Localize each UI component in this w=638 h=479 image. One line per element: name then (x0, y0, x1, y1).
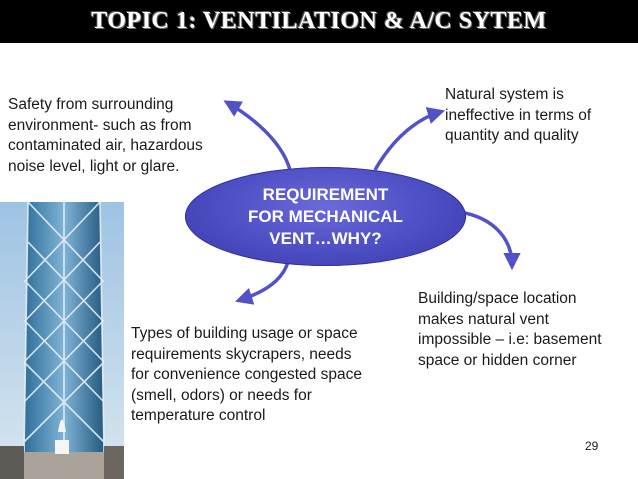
page-number: 29 (585, 439, 599, 453)
point-building-types: Types of building usage or space requirements skycrapers, needs for convenience congested space (smell, odors) or needs for temperature control (131, 325, 362, 424)
curved-arrow-icon (240, 262, 288, 300)
curved-arrow-icon (460, 212, 512, 265)
curved-arrow-icon (375, 112, 440, 170)
central-oval (185, 167, 466, 266)
point-safety: Safety from surrounding environment- such as from contaminated air, hazardous noise level, light or glare. (8, 96, 203, 175)
central-question: REQUIREMENT FOR MECHANICAL VENT…WHY? (248, 184, 403, 248)
skyscraper-photo (0, 202, 124, 479)
slide-title: TOPIC 1: VENTILATION & A/C SYTEM (91, 8, 547, 34)
point-building-location: Building/space location makes natural vent impossible – i.e: basement space or hidden corner (418, 290, 602, 369)
point-natural-system: Natural system is ineffective in terms of quantity and quality (445, 86, 592, 144)
